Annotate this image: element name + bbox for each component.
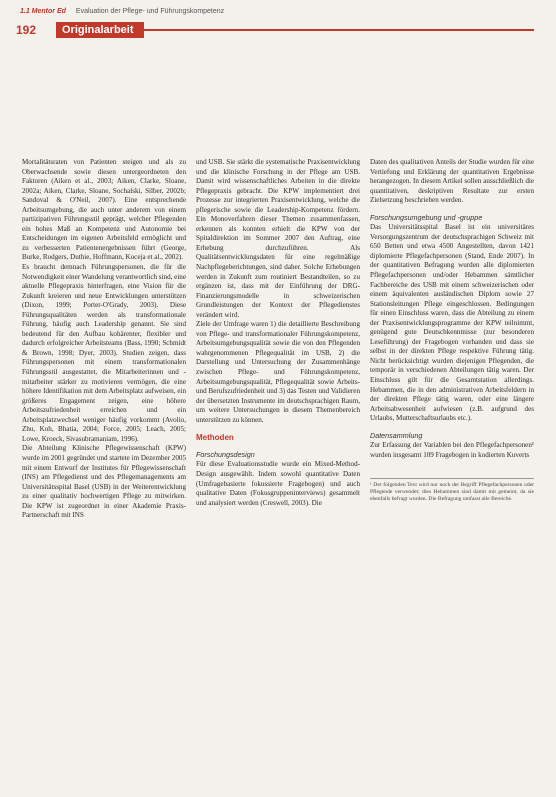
- subheading-design: Forschungsdesign: [196, 449, 255, 459]
- running-header: [20, 8, 536, 15]
- footnote: ¹ Der folgenden Text wird nur noch der Begriff Pflegefachpersonen oder Pflegende verwendet; dies Hebammen sind damit mit gemeint, da sie ebenfalls befragt wurden. Die Befragung umfasst alle Bereiche.: [370, 478, 534, 503]
- section-heading-methods: Methoden: [196, 433, 234, 443]
- paragraph: Die Abteilung Klinische Pflegewissenschaft (KPW) wurde im 2001 gegründet und startete im Dezember 2005 mit einem Entwurf der Institutes für Pflegewissenschaft (INS) am Pflegedienst und des Pflegemanagements am Universitätsspital Basel (USB) in der Weiterentwicklung zu einer qualitativ hochwertigen Pflege zu mitwirken. Die KPW ist zugeordnet in einer Akademie Praxis-Partnerschaft mit INS: [22, 444, 186, 520]
- subheading-setting: Forschungsumgebung und -gruppe: [370, 212, 483, 222]
- journal-name: 1.1 Mentor Ed: [20, 8, 66, 15]
- running-title: Evaluation der Pflege- und Führungskompetenz: [75, 8, 225, 15]
- paragraph: Es braucht demnach Führungspersonen, die für die Notwendigkeit einer Wandelung verantwortlich sind, eine aktuelle Pflegepraxis hinterfragen, eine Vision für die Zukunft kreieren und neue Entwicklungen unterstützen (Dixon, 1999; Porter-O'Grady, 2003). Diese Führungsqualitäten werden als transformationale Führung, häufig auch Leadership genannt. Sie sind bedeutend für den Aufbau kohärenter, flexibler und dadurch erfolgreicher Arbeitsteams (Bass, 1990; Schmidt & Brown, 1998; Dyer, 2003). Studien zeigen, dass Führungspersonen mit einem transformationalen Führungsstil ausgestattet, die Mitarbeiterinnen und -mitarbeiter stärker zu motivieren vermögen, die eine höhere Identifikation mit dem Arbeitsplatz aufweisen, ein größeres Engagement zeigen, eine höhere Arbeitszufriedenheit erreichen und ein Arbeitsplatzwechsel weniger häufig vorkommt (Avolio, Zhu, Koh, Bhatia, 2004; Force, 2005; Leach, 2005; Lowe, Kroeck, Sivasubramaniam, 1996).: [22, 263, 186, 443]
- paragraph: Das Universitätsspital Basel ist ein universitäres Versorgungszentrum der deutschsprachigen Schweiz mit 650 Betten und etwa 4500 Angestellten, davon 1421 diplomierte Pflegefachpersonen (Stand, Ende 2007). In der quantitativen Befragung wurden alle diplomierten Pflegefachpersonen und/oder Hebammen sämtlicher Fachbereiche des USB mit einem schweizerischen oder einem äquivalenten ausländischen Diplom sowie 27 Stationsleitungen Pflege eingeschlossen. Bedingungen für einen Einschluss waren, dass die Abteilung zu einem der Praxisentwicklungsprogramme der KPW teilnimmt, genügend gute Deutschkenntnisse (zur besonderen Leseführung) der Fragebogen vorhanden und dass sie selbst in der direkten Pflege respektive Führung tätig. Nicht berücksichtigt wurden diejenigen Pflegenden, die temporär in verschiedenen Abteilungen tätig waren. Der Einschluss gilt für die Gesamtstation allerdings. Hebammen, die in den administrativen Arbeitsfeldern in der direkten Pflege tätig waren, oder eine längere Arbeitsabwesenheit aufwiesen (z.B. aufgrund des Urlaubs, Mutterschaftsurlaubs etc.).: [370, 223, 534, 423]
- column-2: [196, 158, 360, 788]
- paragraph: Mortalitätsraten von Patienten steigen und als zu Oberwachsende sowie diesen untergeordneten den Faktoren (Aiken et al., 2003; Aiken, Clarke, Sloane, 2002a; Aiken, Clarke, Sloane, Sochalski, Silber, 2002b; Sandoval & O'Neil, 2007). Eine entsprechende Arbeitsumgebung, die auch unter anderem von einem partizipativen Führungsstil geprägt, welcher Pflegenden ein hohes Maß an Kompetenz und Autonomie bei Entscheidungen im eigenen Arbeitsfeld ermöglicht und zu verbesserten Patientenergebnissen führt (George, Burke, Rodgers, Duthie, Hoffmann, Koceja et al., 2002).: [22, 158, 186, 262]
- paragraph: Daten des qualitativen Anteils der Studie wurden für eine Vertiefung und Erklärung der quantitativen Ergebnisse herangezogen. In diesem Artikel sollen ausschließlich die quantitativen, deskriptiven Resultate zur ersten Zielsetzung beschrieben werden.: [370, 158, 534, 205]
- article-body: [22, 158, 534, 788]
- paragraph: und USB. Sie stärkt die systematische Praxisentwicklung und die klinische Forschung in der Pflege am USB. Damit wird wissenschaftliches Arbeiten in die direkte Pflegepraxis gebracht. Die KPW implementiert drei Prozesse zur integrierten Praxisentwicklung, welche die pflegerische sowie die Leadership-Kompetenz fördern. Ein Monoverfahren dieser Themen zusammenfassen, erkennen als konnten erhielt die KPW von der Spitaldirektion im Sommer 2007 den Auftrag, eine Erhebung durchzuführen. Als Qualitätsentwicklungsdaten für eine regelmäßige Nachpflegeberichtungen, sind daher. Solche Erhebungen werden in Zukunft zum routiniert Bestandteilen, so zu ergänzen ist, dass mit der Einführung der DRG-Finanzierungsmodelle in schweizerischen Grundleistungen der Kontext der Pflegedienstes verändert wird.: [196, 158, 360, 319]
- banner-rule: [144, 29, 534, 31]
- column-3: [370, 158, 534, 788]
- subheading-data-collection: Datensammlung: [370, 430, 423, 440]
- paragraph: Zur Erfassung der Variablen bei den Pflegefachpersonen¹ wurden insgesamt 109 Fragebogen in kodierten Kuverts: [370, 441, 534, 459]
- page-number: 192: [16, 23, 37, 37]
- column-1: [22, 158, 186, 788]
- paragraph: Ziele der Umfrage waren 1) die detaillierte Beschreibung von Pflege- und transformationaler Führungskompetenz, Arbeitsumgebungsqualität sowie die von den Pflegenden wahrgenommenen Pflegequalität im USB, 2) die Darstellung und Untersuchung der Zusammenhänge zwischen Pflege- und Führungskompetenz, Arbeitsumgebungsqualität, Pflegequalität sowie Arbeits- und Berufszufriedenheit und 3) das Testen und Validieren der übersetzten Instrumente im deutschsprachigen Raum, um weitere Untersuchungen in diesem Themenbereich unterstützen zu können.: [196, 320, 360, 424]
- section-banner: [14, 22, 534, 38]
- section-label: Originalarbeit: [56, 22, 144, 38]
- paragraph: Für diese Evaluationsstudie wurde ein Mixed-Method-Design ausgewählt. Indem sowohl quantitative Daten (Umfragebasierte fokussierte Fragebogen) und auch qualitative Daten (Fokusgruppeninterviews) gesammelt und analysiert werden (Creswell, 2003). Die: [196, 460, 360, 507]
